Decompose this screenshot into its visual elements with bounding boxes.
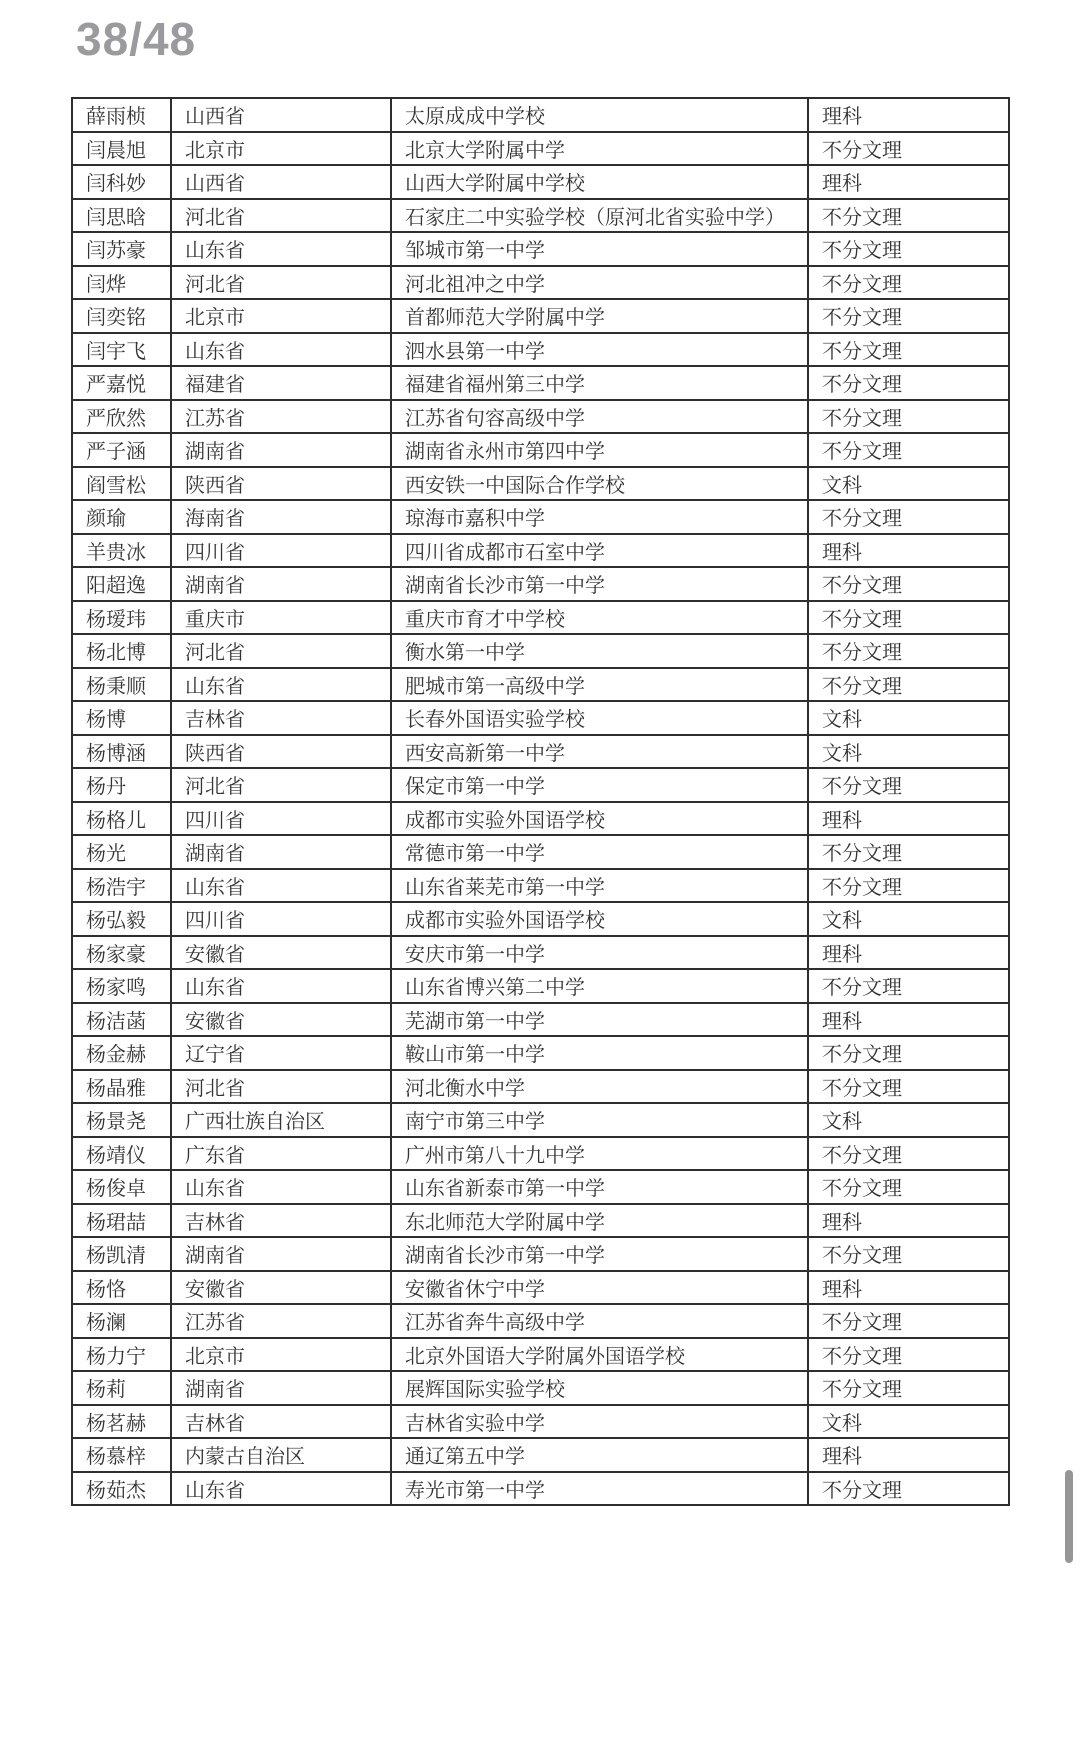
school-cell: 太原成成中学校	[391, 98, 808, 132]
track-cell: 理科	[808, 1438, 1009, 1472]
province-cell: 山东省	[171, 232, 391, 266]
school-cell: 邹城市第一中学	[391, 232, 808, 266]
student-name-cell: 闫科妙	[72, 165, 171, 199]
track-cell: 不分文理	[808, 567, 1009, 601]
table-row	[72, 400, 1009, 434]
school-cell: 西安铁一中国际合作学校	[391, 467, 808, 501]
student-name-cell: 杨俊卓	[72, 1170, 171, 1204]
track-cell: 文科	[808, 1405, 1009, 1439]
school-cell: 河北衡水中学	[391, 1070, 808, 1104]
table-row	[72, 1405, 1009, 1439]
school-cell: 西安高新第一中学	[391, 735, 808, 769]
table-row	[72, 835, 1009, 869]
school-cell: 南宁市第三中学	[391, 1103, 808, 1137]
table-row	[72, 1438, 1009, 1472]
school-cell: 寿光市第一中学	[391, 1472, 808, 1506]
province-cell: 广西壮族自治区	[171, 1103, 391, 1137]
track-cell: 不分文理	[808, 1371, 1009, 1405]
school-cell: 重庆市育才中学校	[391, 601, 808, 635]
track-cell: 文科	[808, 1103, 1009, 1137]
student-name-cell: 杨瑷玮	[72, 601, 171, 635]
school-cell: 琼海市嘉积中学	[391, 500, 808, 534]
student-name-cell: 杨秉顺	[72, 668, 171, 702]
scrollbar-thumb[interactable]	[1065, 1470, 1073, 1563]
province-cell: 北京市	[171, 299, 391, 333]
school-cell: 肥城市第一高级中学	[391, 668, 808, 702]
track-cell: 不分文理	[808, 1338, 1009, 1372]
province-cell: 北京市	[171, 132, 391, 166]
student-name-cell: 杨凯清	[72, 1237, 171, 1271]
track-cell: 不分文理	[808, 1137, 1009, 1171]
student-name-cell: 杨莉	[72, 1371, 171, 1405]
table-row	[72, 199, 1009, 233]
school-cell: 湖南省长沙市第一中学	[391, 567, 808, 601]
table-row	[72, 333, 1009, 367]
student-name-cell: 杨格儿	[72, 802, 171, 836]
school-cell: 通辽第五中学	[391, 1438, 808, 1472]
table-row	[72, 567, 1009, 601]
province-cell: 四川省	[171, 902, 391, 936]
student-name-cell: 严欣然	[72, 400, 171, 434]
province-cell: 内蒙古自治区	[171, 1438, 391, 1472]
table-row	[72, 165, 1009, 199]
track-cell: 理科	[808, 1003, 1009, 1037]
student-name-cell: 杨北博	[72, 634, 171, 668]
student-name-cell: 闫苏豪	[72, 232, 171, 266]
table-row	[72, 1137, 1009, 1171]
student-name-cell: 杨金赫	[72, 1036, 171, 1070]
student-name-cell: 严子涵	[72, 433, 171, 467]
table-row	[72, 232, 1009, 266]
track-cell: 文科	[808, 467, 1009, 501]
school-cell: 河北祖冲之中学	[391, 266, 808, 300]
school-cell: 北京外国语大学附属外国语学校	[391, 1338, 808, 1372]
school-cell: 石家庄二中实验学校（原河北省实验中学）	[391, 199, 808, 233]
school-cell: 湖南省长沙市第一中学	[391, 1237, 808, 1271]
school-cell: 山西大学附属中学校	[391, 165, 808, 199]
student-name-cell: 严嘉悦	[72, 366, 171, 400]
student-name-cell: 薛雨桢	[72, 98, 171, 132]
student-name-cell: 杨靖仪	[72, 1137, 171, 1171]
table-row	[72, 1103, 1009, 1137]
student-name-cell: 羊贵冰	[72, 534, 171, 568]
school-cell: 泗水县第一中学	[391, 333, 808, 367]
track-cell: 不分文理	[808, 366, 1009, 400]
page-indicator: 38/48	[76, 13, 197, 65]
student-name-cell: 杨力宁	[72, 1338, 171, 1372]
school-cell: 保定市第一中学	[391, 768, 808, 802]
table-row	[72, 634, 1009, 668]
track-cell: 文科	[808, 701, 1009, 735]
province-cell: 广东省	[171, 1137, 391, 1171]
province-cell: 湖南省	[171, 1371, 391, 1405]
track-cell: 理科	[808, 802, 1009, 836]
track-cell: 不分文理	[808, 768, 1009, 802]
school-cell: 北京大学附属中学	[391, 132, 808, 166]
table-row	[72, 534, 1009, 568]
student-name-cell: 杨博	[72, 701, 171, 735]
table-row	[72, 768, 1009, 802]
table-row	[72, 668, 1009, 702]
track-cell: 不分文理	[808, 634, 1009, 668]
table-row	[72, 266, 1009, 300]
province-cell: 山东省	[171, 333, 391, 367]
student-name-cell: 杨光	[72, 835, 171, 869]
student-name-cell: 阎雪松	[72, 467, 171, 501]
province-cell: 陕西省	[171, 735, 391, 769]
province-cell: 吉林省	[171, 1204, 391, 1238]
student-name-cell: 杨丹	[72, 768, 171, 802]
track-cell: 理科	[808, 936, 1009, 970]
track-cell: 文科	[808, 735, 1009, 769]
province-cell: 重庆市	[171, 601, 391, 635]
student-name-cell: 杨浩宇	[72, 869, 171, 903]
school-cell: 吉林省实验中学	[391, 1405, 808, 1439]
province-cell: 湖南省	[171, 1237, 391, 1271]
school-cell: 四川省成都市石室中学	[391, 534, 808, 568]
school-cell: 成都市实验外国语学校	[391, 902, 808, 936]
province-cell: 吉林省	[171, 1405, 391, 1439]
school-cell: 山东省莱芜市第一中学	[391, 869, 808, 903]
student-name-cell: 阳超逸	[72, 567, 171, 601]
table-row	[72, 1204, 1009, 1238]
table-row	[72, 132, 1009, 166]
table-row	[72, 1170, 1009, 1204]
track-cell: 不分文理	[808, 1304, 1009, 1338]
track-cell: 不分文理	[808, 232, 1009, 266]
student-name-cell: 闫宇飞	[72, 333, 171, 367]
table-row	[72, 735, 1009, 769]
province-cell: 陕西省	[171, 467, 391, 501]
province-cell: 海南省	[171, 500, 391, 534]
province-cell: 山东省	[171, 1170, 391, 1204]
track-cell: 不分文理	[808, 1070, 1009, 1104]
table-row	[72, 601, 1009, 635]
province-cell: 吉林省	[171, 701, 391, 735]
track-cell: 不分文理	[808, 299, 1009, 333]
province-cell: 湖南省	[171, 835, 391, 869]
student-name-cell: 杨家豪	[72, 936, 171, 970]
student-name-cell: 闫晨旭	[72, 132, 171, 166]
table-row	[72, 701, 1009, 735]
track-cell: 不分文理	[808, 869, 1009, 903]
student-name-cell: 杨茹杰	[72, 1472, 171, 1506]
table-row	[72, 1003, 1009, 1037]
province-cell: 四川省	[171, 802, 391, 836]
student-name-cell: 闫思晗	[72, 199, 171, 233]
table-row	[72, 467, 1009, 501]
school-cell: 成都市实验外国语学校	[391, 802, 808, 836]
table-row	[72, 1472, 1009, 1506]
student-name-cell: 杨慕梓	[72, 1438, 171, 1472]
school-cell: 展辉国际实验学校	[391, 1371, 808, 1405]
table-row	[72, 1237, 1009, 1271]
school-cell: 常德市第一中学	[391, 835, 808, 869]
school-cell: 广州市第八十九中学	[391, 1137, 808, 1171]
track-cell: 不分文理	[808, 1036, 1009, 1070]
table-row	[72, 869, 1009, 903]
province-cell: 四川省	[171, 534, 391, 568]
province-cell: 山东省	[171, 668, 391, 702]
student-name-cell: 杨恪	[72, 1271, 171, 1305]
province-cell: 河北省	[171, 1070, 391, 1104]
track-cell: 不分文理	[808, 400, 1009, 434]
student-name-cell: 颜瑜	[72, 500, 171, 534]
province-cell: 辽宁省	[171, 1036, 391, 1070]
table-row	[72, 299, 1009, 333]
track-cell: 不分文理	[808, 835, 1009, 869]
table-row	[72, 433, 1009, 467]
student-table	[71, 97, 1010, 1506]
province-cell: 福建省	[171, 366, 391, 400]
track-cell: 不分文理	[808, 199, 1009, 233]
province-cell: 江苏省	[171, 400, 391, 434]
track-cell: 理科	[808, 1271, 1009, 1305]
table-row	[72, 969, 1009, 1003]
province-cell: 安徽省	[171, 1003, 391, 1037]
school-cell: 山东省新泰市第一中学	[391, 1170, 808, 1204]
province-cell: 河北省	[171, 634, 391, 668]
student-name-cell: 杨景尧	[72, 1103, 171, 1137]
track-cell: 不分文理	[808, 132, 1009, 166]
school-cell: 福建省福州第三中学	[391, 366, 808, 400]
province-cell: 北京市	[171, 1338, 391, 1372]
province-cell: 安徽省	[171, 1271, 391, 1305]
track-cell: 文科	[808, 902, 1009, 936]
school-cell: 长春外国语实验学校	[391, 701, 808, 735]
school-cell: 江苏省奔牛高级中学	[391, 1304, 808, 1338]
track-cell: 不分文理	[808, 500, 1009, 534]
student-name-cell: 杨珺喆	[72, 1204, 171, 1238]
student-name-cell: 杨家鸣	[72, 969, 171, 1003]
school-cell: 安徽省休宁中学	[391, 1271, 808, 1305]
student-table-body	[72, 98, 1009, 1505]
province-cell: 湖南省	[171, 567, 391, 601]
province-cell: 河北省	[171, 266, 391, 300]
province-cell: 安徽省	[171, 936, 391, 970]
table-row	[72, 366, 1009, 400]
table-row	[72, 1304, 1009, 1338]
school-cell: 芜湖市第一中学	[391, 1003, 808, 1037]
track-cell: 不分文理	[808, 1472, 1009, 1506]
table-row	[72, 1338, 1009, 1372]
track-cell: 不分文理	[808, 1170, 1009, 1204]
track-cell: 不分文理	[808, 1237, 1009, 1271]
school-cell: 江苏省句容高级中学	[391, 400, 808, 434]
track-cell: 不分文理	[808, 601, 1009, 635]
province-cell: 山西省	[171, 165, 391, 199]
province-cell: 湖南省	[171, 433, 391, 467]
province-cell: 山东省	[171, 1472, 391, 1506]
school-cell: 山东省博兴第二中学	[391, 969, 808, 1003]
track-cell: 不分文理	[808, 266, 1009, 300]
table-row	[72, 1070, 1009, 1104]
student-name-cell: 闫奕铭	[72, 299, 171, 333]
table-row	[72, 1371, 1009, 1405]
student-name-cell: 闫烨	[72, 266, 171, 300]
track-cell: 理科	[808, 534, 1009, 568]
track-cell: 不分文理	[808, 969, 1009, 1003]
table-row	[72, 802, 1009, 836]
province-cell: 江苏省	[171, 1304, 391, 1338]
province-cell: 山东省	[171, 969, 391, 1003]
province-cell: 山西省	[171, 98, 391, 132]
track-cell: 不分文理	[808, 433, 1009, 467]
table-row	[72, 936, 1009, 970]
track-cell: 理科	[808, 98, 1009, 132]
table-row	[72, 902, 1009, 936]
student-name-cell: 杨弘毅	[72, 902, 171, 936]
table-row	[72, 500, 1009, 534]
track-cell: 理科	[808, 1204, 1009, 1238]
school-cell: 东北师范大学附属中学	[391, 1204, 808, 1238]
track-cell: 不分文理	[808, 668, 1009, 702]
student-name-cell: 杨茗赫	[72, 1405, 171, 1439]
province-cell: 山东省	[171, 869, 391, 903]
student-name-cell: 杨博涵	[72, 735, 171, 769]
table-row	[72, 1271, 1009, 1305]
province-cell: 河北省	[171, 199, 391, 233]
track-cell: 不分文理	[808, 333, 1009, 367]
table-row	[72, 1036, 1009, 1070]
school-cell: 衡水第一中学	[391, 634, 808, 668]
student-name-cell: 杨晶雅	[72, 1070, 171, 1104]
school-cell: 湖南省永州市第四中学	[391, 433, 808, 467]
student-name-cell: 杨洁菡	[72, 1003, 171, 1037]
student-name-cell: 杨澜	[72, 1304, 171, 1338]
school-cell: 首都师范大学附属中学	[391, 299, 808, 333]
school-cell: 安庆市第一中学	[391, 936, 808, 970]
table-row	[72, 98, 1009, 132]
province-cell: 河北省	[171, 768, 391, 802]
school-cell: 鞍山市第一中学	[391, 1036, 808, 1070]
track-cell: 理科	[808, 165, 1009, 199]
